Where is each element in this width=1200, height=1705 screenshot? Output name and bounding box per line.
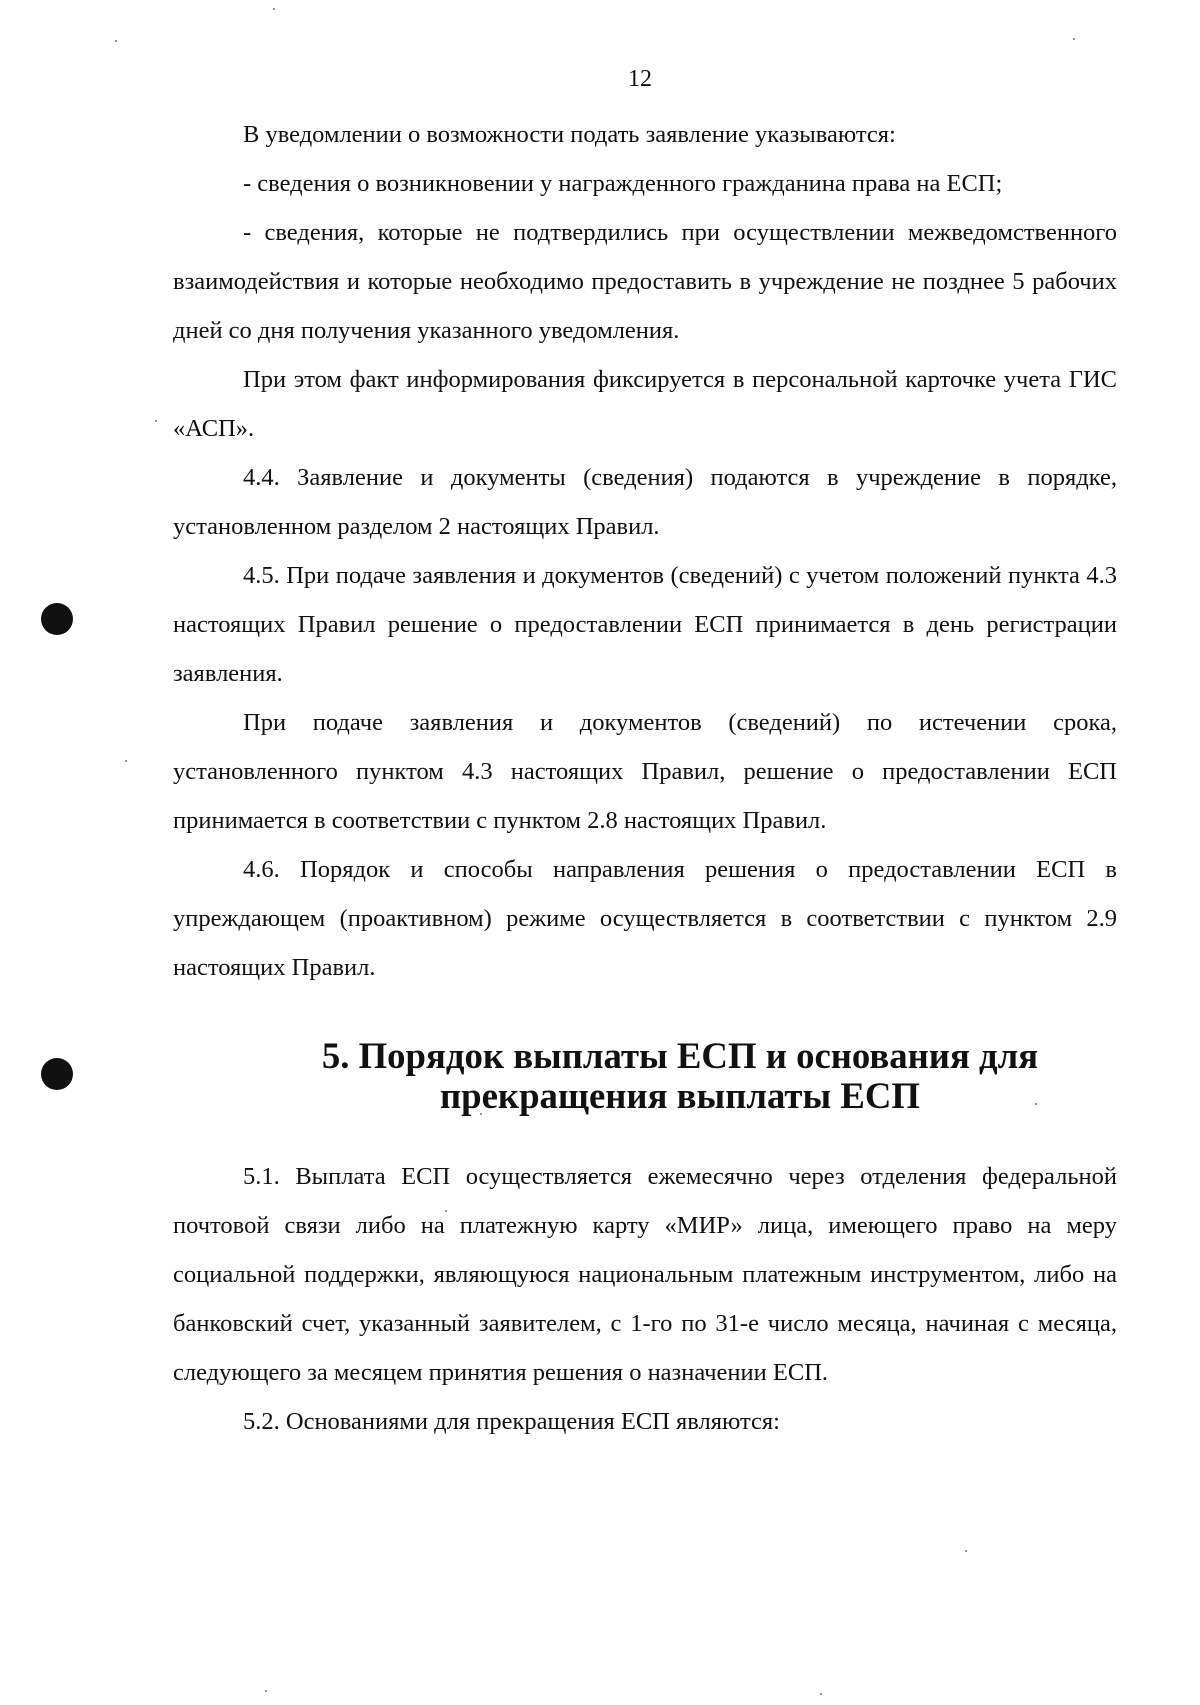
- section-5-heading: 5. Порядок выплаты ЕСП и основания для прекращения выплаты ЕСП: [321, 1035, 1039, 1116]
- scan-speck: [265, 1690, 267, 1692]
- paragraph-5-2: 5.2. Основаниями для прекращения ЕСП являются:: [243, 1408, 780, 1435]
- document-body: [173, 110, 1117, 1446]
- paragraph-4-5-continued: При подаче заявления и документов (сведений) по истечении срока, установленного пунктом 4.3 настоящих Правил, решение о предоставлении ЕСП принимается в соответствии с пунктом 2.8 настоящих Правил.: [173, 709, 1117, 834]
- paragraph-4-6: 4.6. Порядок и способы направления решения о предоставлении ЕСП в упреждающем (проактивном) режиме осуществляется в соответствии с пунктом 2.9 настоящих Правил.: [173, 856, 1117, 981]
- paragraph-notice-intro: В уведомлении о возможности подать заявление указываются:: [243, 121, 896, 148]
- paragraph-fixation: При этом факт информирования фиксируется в персональной карточке учета ГИС «АСП».: [173, 366, 1117, 442]
- scan-speck: [273, 8, 275, 10]
- paragraph-4-4: 4.4. Заявление и документы (сведения) подаются в учреждение в порядке, установленном разделом 2 настоящих Правил.: [173, 464, 1117, 540]
- scan-speck: [820, 1693, 822, 1695]
- scan-speck: [115, 40, 117, 42]
- scan-speck: [155, 420, 157, 422]
- paragraph-4-5: 4.5. При подаче заявления и документов (сведений) с учетом положений пункта 4.3 настоящих Правил решение о предоставлении ЕСП принимается в день регистрации заявления.: [173, 562, 1117, 687]
- punch-hole-mark: [41, 1058, 73, 1090]
- paragraph-unconfirmed-info: - сведения, которые не подтвердились при осуществлении межведомственного взаимодействия и которые необходимо предоставить в учреждение не позднее 5 рабочих дней со дня получения указанного уведомления.: [173, 219, 1117, 344]
- paragraph-5-1: 5.1. Выплата ЕСП осуществляется ежемесячно через отделения федеральной почтовой связи либо на платежную карту «МИР» лица, имеющего право на меру социальной поддержки, являющуюся национальным платежным инструментом, либо на банковский счет, указанный заявителем, с 1-го по 31-е число месяца, начиная с месяца, следующего за месяцем принятия решения о назначении ЕСП.: [173, 1163, 1117, 1386]
- scan-speck: [1073, 38, 1075, 40]
- scan-speck: [965, 1550, 967, 1552]
- paragraph-right-info: - сведения о возникновении у награжденного гражданина права на ЕСП;: [243, 170, 1003, 197]
- page-number: 12: [628, 66, 652, 92]
- punch-hole-mark: [41, 603, 73, 635]
- scan-speck: [125, 760, 127, 762]
